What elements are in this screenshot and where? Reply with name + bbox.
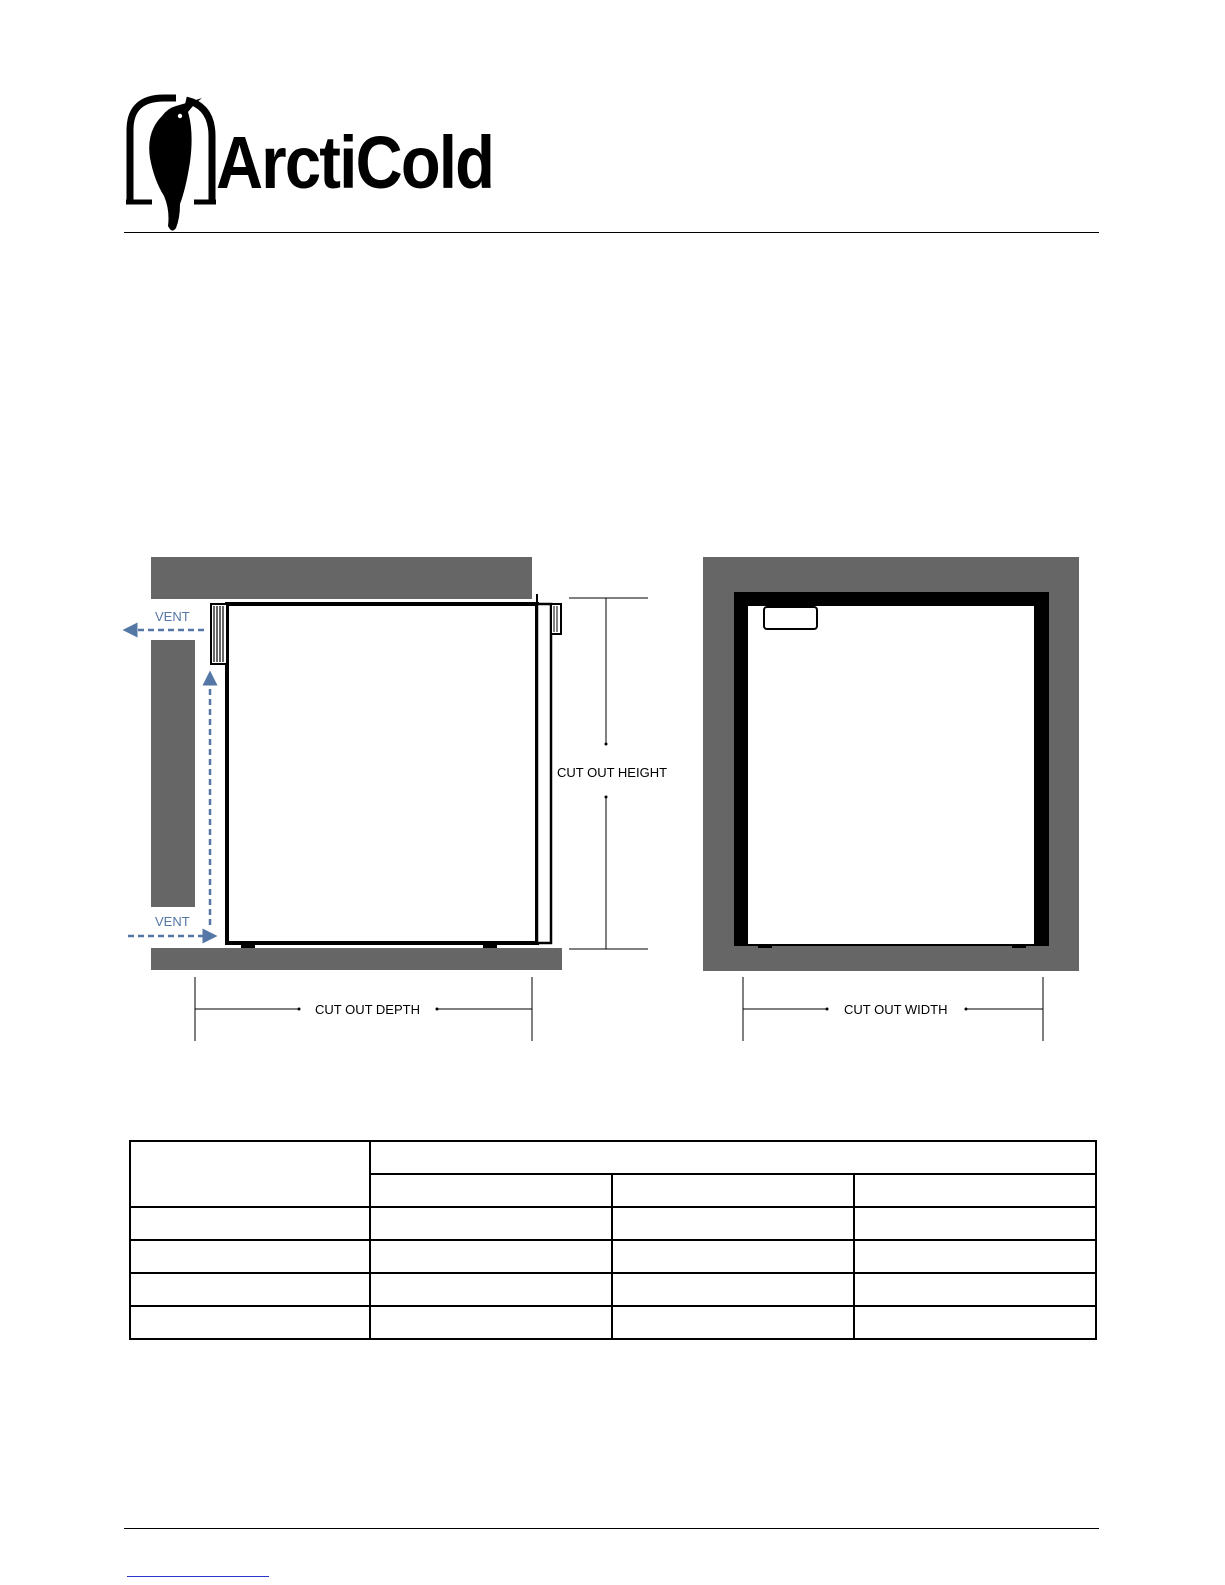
table-row	[130, 1240, 1096, 1273]
table-cell	[370, 1207, 612, 1240]
footer-link-underline[interactable]	[127, 1576, 269, 1577]
table-cell	[370, 1273, 612, 1306]
table-corner-cell	[130, 1141, 370, 1207]
vent-top-label: VENT	[155, 609, 190, 624]
fridge-body-side	[227, 604, 537, 943]
table-row	[130, 1273, 1096, 1306]
table-cell	[612, 1174, 854, 1207]
table-row	[130, 1306, 1096, 1339]
table-cell	[854, 1174, 1096, 1207]
table-cell	[130, 1207, 370, 1240]
front-view	[703, 557, 1079, 1041]
table-cell	[854, 1306, 1096, 1339]
table-cell	[612, 1207, 854, 1240]
control-panel	[764, 607, 817, 629]
cut-out-height-label: CUT OUT HEIGHT	[557, 765, 668, 780]
table-cell	[854, 1273, 1096, 1306]
table-header-row	[130, 1141, 1096, 1174]
fridge-door-side	[537, 604, 551, 943]
cabinet-top-wall	[151, 557, 532, 599]
brand-name: ArctiCold	[216, 121, 494, 204]
table-cell	[130, 1306, 370, 1339]
cut-out-depth-label: CUT OUT DEPTH	[315, 1002, 420, 1017]
table-cell	[370, 1306, 612, 1339]
table-cell	[370, 1240, 612, 1273]
cut-out-width-label: CUT OUT WIDTH	[844, 1002, 948, 1017]
vent-bottom-label: VENT	[155, 914, 190, 929]
table-row	[130, 1207, 1096, 1240]
cabinet-back-wall	[151, 640, 195, 907]
table-cell	[612, 1240, 854, 1273]
table-cell	[612, 1273, 854, 1306]
cabinet-floor	[151, 948, 562, 970]
table-cell	[370, 1174, 612, 1207]
footer-divider	[124, 1528, 1099, 1529]
table-cell	[612, 1306, 854, 1339]
table-cell	[130, 1273, 370, 1306]
cutout-dimensions-table	[129, 1140, 1097, 1340]
table-cell	[854, 1207, 1096, 1240]
door-handle	[551, 604, 561, 634]
fridge-door-front	[748, 606, 1034, 944]
table-cell	[854, 1240, 1096, 1273]
table-group-header	[370, 1141, 1096, 1174]
table-cell	[130, 1240, 370, 1273]
side-view	[128, 557, 667, 1041]
